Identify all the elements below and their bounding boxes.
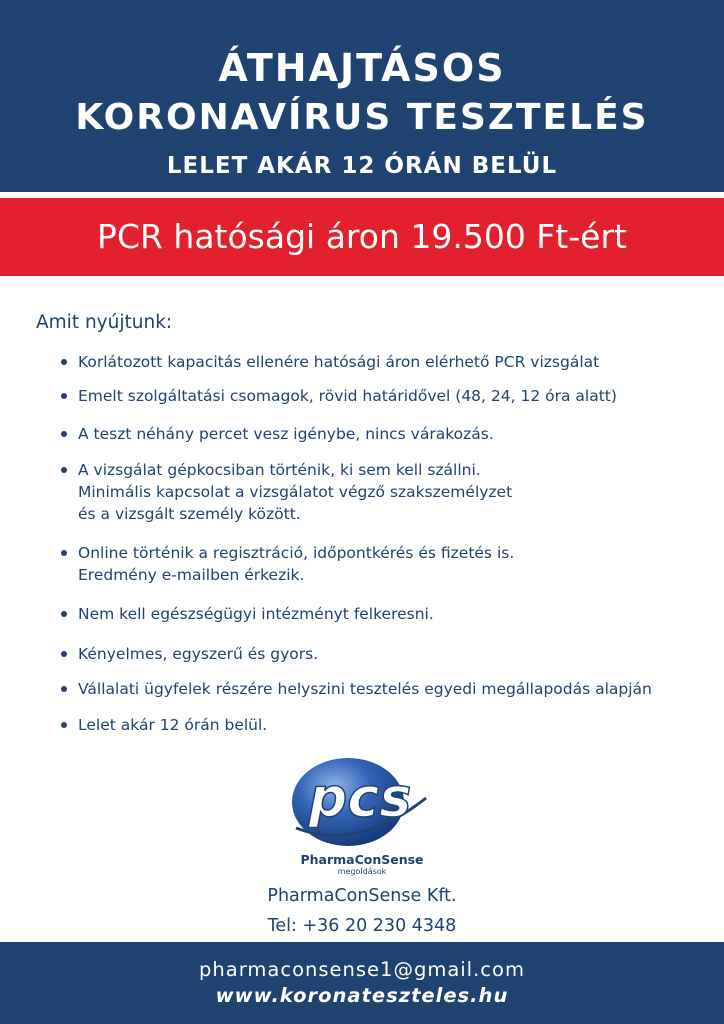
bullet-icon (61, 651, 67, 657)
list-item (78, 643, 708, 665)
list-item-text: Minimális kapcsolat a vizsgálatot végző szakszemélyzet (78, 483, 513, 501)
list-item-text: Korlátozott kapacitás ellenére hatósági áron elérhető PCR vizsgálat (78, 353, 600, 371)
list-item (78, 603, 708, 625)
bullet-icon (61, 359, 67, 365)
list-item-text: A vizsgálat gépkocsiban történik, ki sem kell szállni. (78, 461, 481, 479)
price-banner-text: PCR hatósági áron 19.500 Ft-ért (97, 217, 627, 256)
list-item-text: A teszt néhány percet vesz igénybe, nincs várakozás. (78, 425, 494, 443)
footer-banner (0, 942, 724, 1024)
list-item-text: Nem kell egészségügyi intézményt felkeresni. (78, 605, 434, 623)
bullet-icon (61, 686, 67, 692)
header-banner (0, 0, 724, 192)
list-item (78, 542, 708, 586)
logo-monogram: pcs (308, 766, 412, 829)
list-item (78, 678, 708, 700)
price-banner (0, 198, 724, 276)
bullet-icon (61, 550, 67, 556)
list-item-text: Lelet akár 12 órán belül. (78, 716, 268, 734)
offer-heading: Amit nyújtunk: (36, 312, 173, 333)
list-item-text: Eredmény e-mailben érkezik. (78, 566, 305, 584)
headline-subtitle: LELET AKÁR 12 ÓRÁN BELÜL (166, 153, 558, 179)
logo-tagline: megoldások (337, 867, 387, 876)
list-item-text: Emelt szolgáltatási csomagok, rövid határidővel (48, 24, 12 óra alatt) (78, 387, 617, 405)
headline-line-1: ÁTHAJTÁSOS (218, 46, 506, 90)
list-item-text: Vállalati ügyfelek részére helyszini tesztelés egyedi megállapodás alapján (78, 680, 652, 698)
list-item (78, 714, 708, 736)
bullet-icon (61, 431, 67, 437)
bullet-icon (61, 393, 67, 399)
bullet-icon (61, 467, 67, 473)
list-item (78, 351, 708, 373)
list-item (78, 385, 708, 407)
logo-wordmark: PharmaConSense (300, 852, 424, 867)
pharmaconsense-logo (288, 740, 438, 850)
bullet-icon (61, 611, 67, 617)
phone-number: Tel: +36 20 230 4348 (267, 916, 457, 936)
list-item-text: Kényelmes, egyszerű és gyors. (78, 645, 319, 663)
list-item-text: Online történik a regisztráció, időpontkérés és fizetés is. (78, 544, 515, 562)
headline-line-2: KORONAVÍRUS TESZTELÉS (75, 97, 649, 138)
bullet-icon (61, 722, 67, 728)
company-name: PharmaConSense Kft. (267, 886, 457, 906)
list-item-text: és a vizsgált személy között. (78, 505, 301, 523)
list-item (78, 423, 708, 445)
email-address: pharmaconsense1@gmail.com (199, 958, 525, 981)
list-item (78, 459, 708, 525)
website-link: www.koronateszteles.hu (215, 984, 509, 1007)
